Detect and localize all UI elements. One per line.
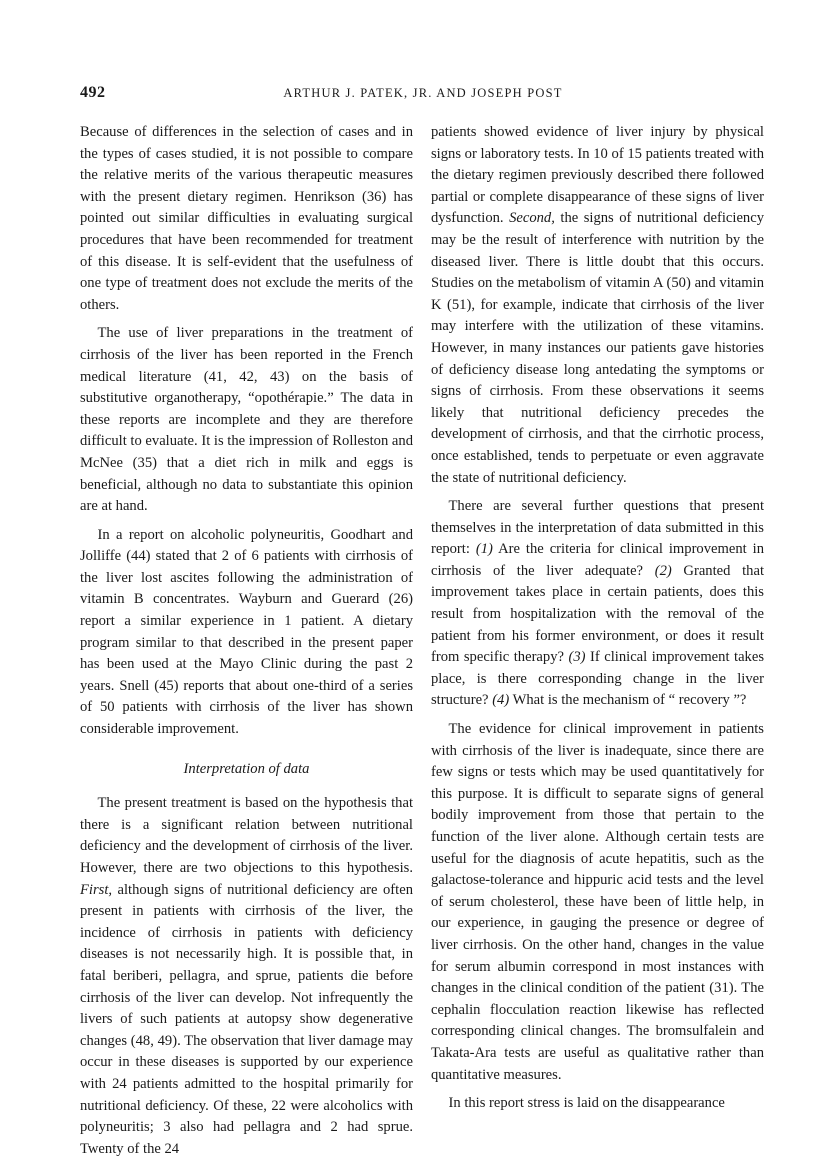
text-run: the signs of nutritional deficiency may be the result of interference with nutrition by the diseased liver. There is little doubt that this occurs. Studies on the metabolism of vitamin A (50) and vitamin K (51), for example, indicate that cirrhosis of the liver may interfere with the utilization of these vitamins. However, in many instances our patients gave histories of deficiency disease long antedating the symptoms or signs of cirrhosis. From these observations it seems likely that nutritional deficiency precedes the development of cirrhosis, and that the cirrhotic process, once established, tends to perpetuate or even aggravate the state of nutritional deficiency.: [431, 210, 764, 486]
text-run: If clinical improvement takes place, is there corresponding change in the liver structure?: [431, 649, 765, 709]
page-header: [80, 84, 766, 108]
text-run: patients showed evidence of liver injury by physical signs or laboratory tests. In 10 of 15 patients treated with the dietary regimen previously described there followed partial or complete disappearance of these signs of liver dysfunction.: [431, 124, 764, 227]
text-run: although signs of nutritional deficiency are often present in patients with cirrhosis of the liver, the incidence of cirrhosis in patients with deficiency diseases is not necessarily high. It is possible that, in fatal beriberi, pellagra, and sprue, patients die before cirrhosis of the liver can develop. Not infrequently the livers of such patients at autopsy show degenerative changes (48, 49). The observation that liver damage may occur in these diseases is supported by our experience with 24 patients admitted to the hospital primarily for nutritional deficiency. Of these, 22 were alcoholics with polyneuritis; 3 also had pellagra and 2 had sprue. Twenty of the 24: [80, 881, 413, 1157]
text-run: Are the criteria for clinical improvement in cirrhosis of the liver adequate?: [431, 541, 764, 579]
question-number: (3): [568, 649, 586, 666]
paragraph: The evidence for clinical improvement in patients with cirrhosis of the liver is inadequate, since there are few signs or tests which may be used quantitatively for this purpose. It is difficult to separate signs of general bodily improvement from those that pertain to the function of the liver alone. Although certain tests are useful for the diagnosis of acute hepatitis, such as the galactose-tolerance and hippuric acid tests and the level of serum cholesterol, these have been of little help, in our experience, in gauging the presence or degree of liver cirrhosis. On the other hand, changes in the value for serum albumin correspond in most instances with changes in the clinical condition of the patient (31). The cephalin flocculation reaction likewise has reflected corresponding clinical changes. The bromsulfalein and Takata-Ara tests are useful as qualitative rather than quantitative measures.: [431, 721, 764, 1083]
question-number: (4): [492, 692, 510, 709]
text-run: The present treatment is based on the hypothesis that there is a significant relation between nutritional deficiency and the development of cirrhosis of the liver. However, there are two objections to this hypothesis.: [80, 795, 413, 876]
paragraph: [431, 496, 764, 712]
page-number: 492: [80, 84, 106, 101]
text-run: Granted that improvement takes place in certain patients, does this result from hospitalization with the removal of the patient from his former environment, or does it result from specific therapy?: [431, 562, 764, 666]
section-heading: Interpretation of data: [183, 760, 310, 777]
emphasis: First,: [80, 881, 113, 898]
paragraph: Because of differences in the selection of cases and in the types of cases studied, it is not possible to compare the relative merits of the various therapeutic measures with the present dietary regimen. Henrikson (36) has pointed out similar difficulties in evaluating surgical procedures that have been recommended for treatment of this disease. It is self-evident that the usefulness of one type of treatment does not exclude the merits of the others.: [80, 124, 413, 313]
left-column: [80, 122, 413, 1160]
paragraph: [80, 793, 413, 1160]
paragraph: [431, 122, 764, 489]
paragraph: The use of liver preparations in the treatment of cirrhosis of the liver has been reported in the French medical literature (41, 42, 43) on the basis of substitutive organotherapy, “opothérapie.” The data in these reports are incomplete and they are therefore difficult to evaluate. It is the impression of Rolleston and McNee (35) that a diet rich in milk and eggs is beneficial, although no data to substantiate this opinion are at hand.: [80, 325, 413, 515]
right-column: [431, 122, 764, 1115]
question-number: (1): [475, 541, 493, 558]
emphasis: Second,: [509, 210, 555, 227]
question-number: (2): [654, 562, 672, 579]
text-run: There are several further questions that present themselves in the interpretation of data submitted in this report:: [431, 498, 764, 558]
paragraph: In this report stress is laid on the disappearance: [448, 1095, 725, 1112]
paragraph: In a report on alcoholic polyneuritis, Goodhart and Jolliffe (44) stated that 2 of 6 patients with cirrhosis of the liver lost ascites following the administration of vitamin B concentrates. Wayburn and Guerard (26) report a similar experience in 1 patient. A dietary program similar to that described in the present paper has been used at the Mayo Clinic during the past 2 years. Snell (45) reports that about one-third of a series of 50 patients with cirrhosis of the liver has shown considerable improvement.: [80, 526, 413, 738]
text-run: What is the mechanism of “ recovery ”?: [509, 692, 747, 709]
running-head: ARTHUR J. PATEK, JR. AND JOSEPH POST: [283, 86, 563, 100]
